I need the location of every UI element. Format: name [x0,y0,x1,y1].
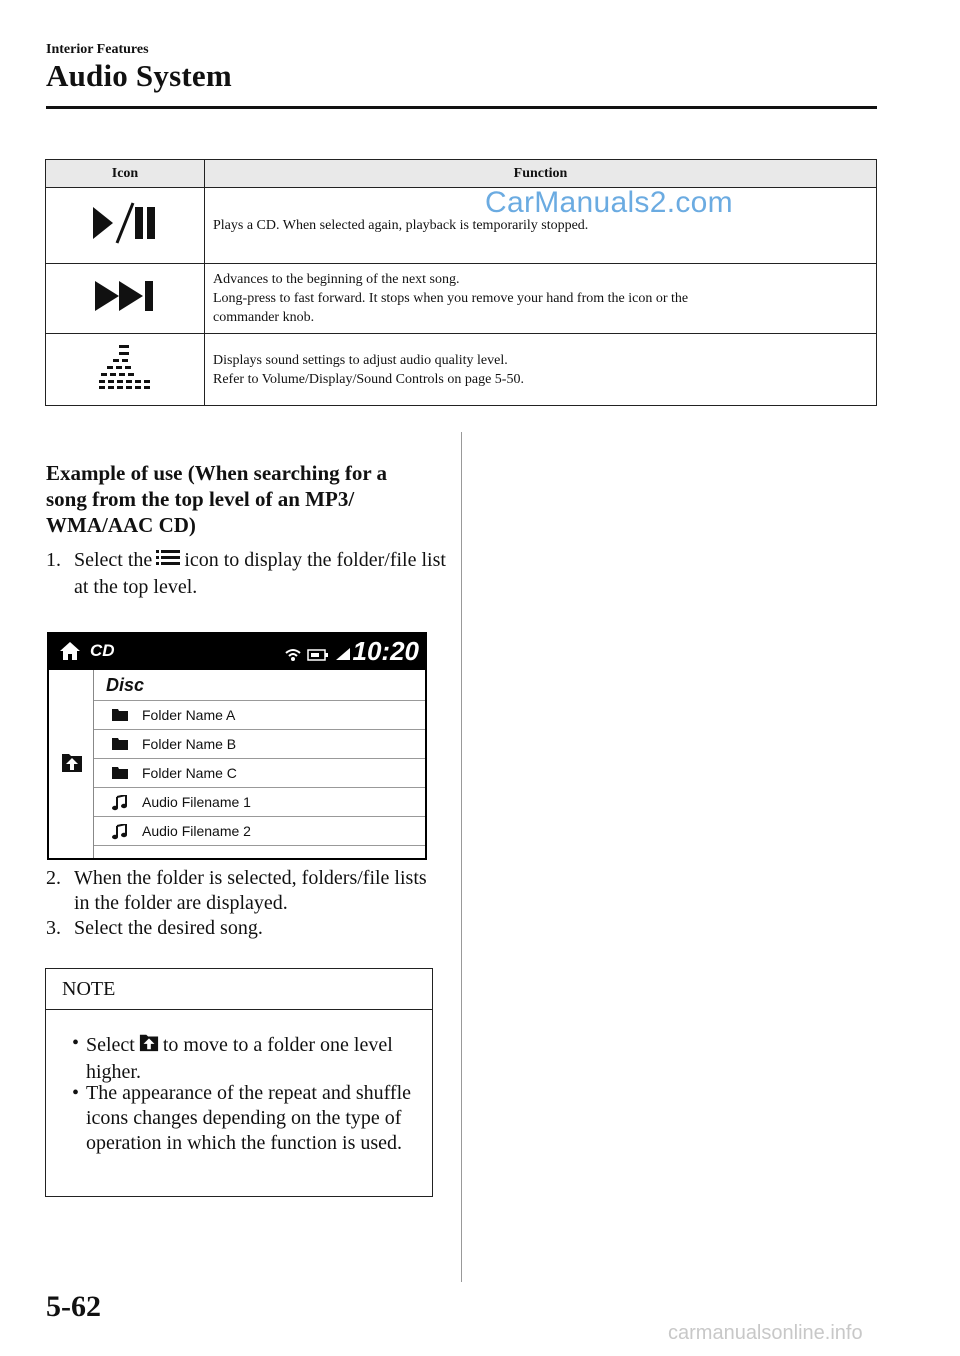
function-text: Refer to Volume/Display/Sound Controls on page 5-50. [213,371,524,387]
list-item[interactable] [94,788,425,817]
note-text-after: to move to a folder one level higher. [86,1034,393,1083]
watermark: CarManuals2.com [485,186,733,219]
play-pause-icon [91,201,159,245]
signal-icon [335,647,351,661]
icon-cell [46,264,205,334]
wifi-icon [285,648,301,662]
step-item [46,866,446,916]
cd-screen [47,632,427,860]
step-text [46,548,446,600]
note-title: NOTE [46,969,432,1010]
function-text: commander knob. [213,310,315,325]
folder-icon [112,766,128,780]
list-header: Disc [94,670,425,701]
list-item-label: Folder Name C [142,765,237,781]
folder-icon [112,708,128,722]
next-track-icon [93,278,157,314]
list-item-label: Audio Filename 1 [142,794,251,810]
icon-cell [46,334,205,406]
screen-clock: 10:20 [352,636,419,666]
example-heading: Example of use (When searching for a song from the top level of an MP3/ WMA/AAC CD) [46,461,388,537]
list-item[interactable] [94,759,425,788]
title-rule [46,106,877,109]
file-list [94,670,425,858]
folder-icon [112,737,128,751]
screen-source-label: CD [90,641,115,660]
page-title: Audio System [46,58,232,93]
note-text: The appearance of the repeat and shuffle icons changes depending on the type of operation in which the function is used. [86,1082,412,1154]
bullet: • [72,1082,80,1104]
music-note-icon [112,795,128,811]
note-text [62,1031,422,1085]
bullet: • [72,1032,80,1054]
battery-icon [307,648,329,662]
sound-settings-icon [97,343,153,391]
section-label: Interior Features [46,42,149,57]
note-item [62,1031,422,1085]
list-item-label: Audio Filename 2 [142,823,251,839]
folder-up-icon[interactable] [61,750,83,774]
table-row [46,188,877,264]
step-number: 1. [46,549,61,571]
step-number: 2. [46,867,61,889]
function-text: Advances to the beginning of the next song. [213,272,460,287]
note-box [45,968,433,1197]
note-text-before: Select [86,1034,135,1056]
screen-body [49,670,425,858]
table-header-row [46,160,877,188]
folder-up-icon [139,1031,159,1060]
step-number: 3. [46,917,61,939]
icon-function-table [45,159,877,406]
step-text-before: Select the [74,549,153,571]
footer-site: carmanualsonline.info [668,1322,863,1344]
function-cell [205,264,877,334]
list-item-label: Folder Name B [142,736,237,752]
list-icon [156,548,180,575]
function-text: Plays a CD. When selected again, playback is temporarily stopped. [213,218,589,233]
function-text: Displays sound settings to adjust audio quality level. [213,352,508,368]
music-note-icon [112,824,128,840]
icon-cell [46,188,205,264]
home-icon[interactable] [59,641,81,661]
function-text: Long-press to fast forward. It stops when you remove your hand from the icon or the [213,291,689,306]
list-item[interactable] [94,817,425,846]
step-item [46,916,446,941]
table-row [46,264,877,334]
page-number: 5-62 [46,1290,101,1323]
step-text: Select the desired song. [74,917,263,939]
step-text: When the folder is selected, folders/file lists in the folder are displayed. [74,867,427,914]
list-item[interactable] [94,730,425,759]
list-item[interactable] [94,701,425,730]
step-item [46,548,446,600]
function-cell [205,334,877,406]
note-item [62,1081,422,1156]
screen-left-panel [49,670,94,858]
icon-column-header: Icon [46,160,205,188]
list-item-label: Folder Name A [142,707,236,723]
screen-status-bar [47,632,427,670]
table-row [46,334,877,406]
function-column-header: Function [205,160,877,188]
column-divider [461,432,462,1282]
step-text-after: icon to display the folder/file list at the top level. [74,549,446,598]
